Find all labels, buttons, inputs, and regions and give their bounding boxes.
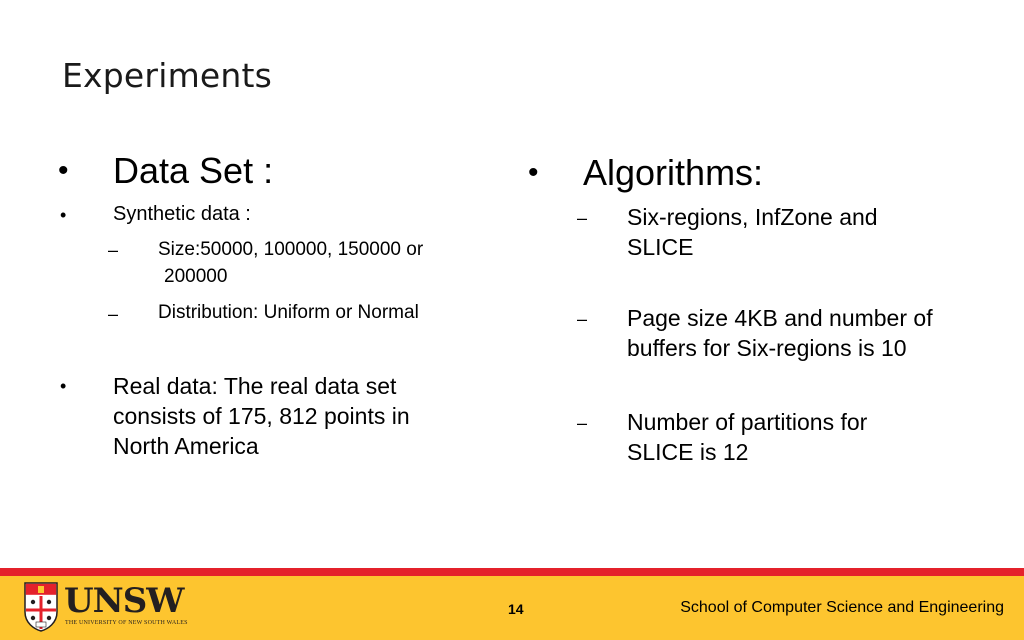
size-item-line1: Size:50000, 100000, 150000 or (158, 239, 424, 260)
item-line: Page size 4KB and number of (627, 305, 933, 331)
page-size-item (627, 303, 933, 363)
dash-marker: – (577, 208, 588, 228)
dash-marker: – (108, 304, 119, 324)
size-item-line2: 200000 (164, 266, 228, 287)
dash-marker: – (577, 413, 588, 433)
unsw-wordmark: UNSW (64, 581, 184, 621)
item-line: Number of partitions for (627, 409, 868, 435)
item-line: buffers for Six-regions is 10 (627, 335, 907, 361)
bullet-marker: • (60, 205, 67, 225)
algorithms-heading: Algorithms: (583, 152, 764, 193)
data-set-heading: Data Set : (113, 150, 274, 191)
bullet-marker: • (60, 376, 67, 396)
partitions-item (627, 407, 867, 467)
slide-title: Experiments (62, 56, 273, 95)
unsw-logo (24, 581, 188, 634)
real-data-line: Real data: The real data set (113, 373, 397, 399)
distribution-item: Distribution: Uniform or Normal (158, 302, 419, 323)
bullet-marker: • (528, 156, 539, 189)
real-data-text (113, 371, 410, 461)
synthetic-data-label: Synthetic data : (113, 203, 251, 225)
page-number: 14 (508, 601, 524, 617)
item-line: Six-regions, InfZone and (627, 204, 878, 230)
dash-marker: – (577, 309, 588, 329)
unsw-tagline: THE UNIVERSITY OF NEW SOUTH WALES (65, 620, 188, 626)
real-data-line: North America (113, 433, 259, 459)
unsw-crest-icon (24, 582, 58, 632)
real-data-line: consists of 175, 812 points in (113, 403, 410, 429)
footer-red-stripe (0, 568, 1024, 576)
footer-school-name: School of Computer Science and Engineering (680, 599, 1004, 616)
algorithms-item (627, 202, 878, 262)
dash-marker: – (108, 240, 119, 260)
bullet-marker: • (58, 154, 69, 187)
item-line: SLICE is 12 (627, 439, 749, 465)
item-line: SLICE (627, 234, 694, 260)
